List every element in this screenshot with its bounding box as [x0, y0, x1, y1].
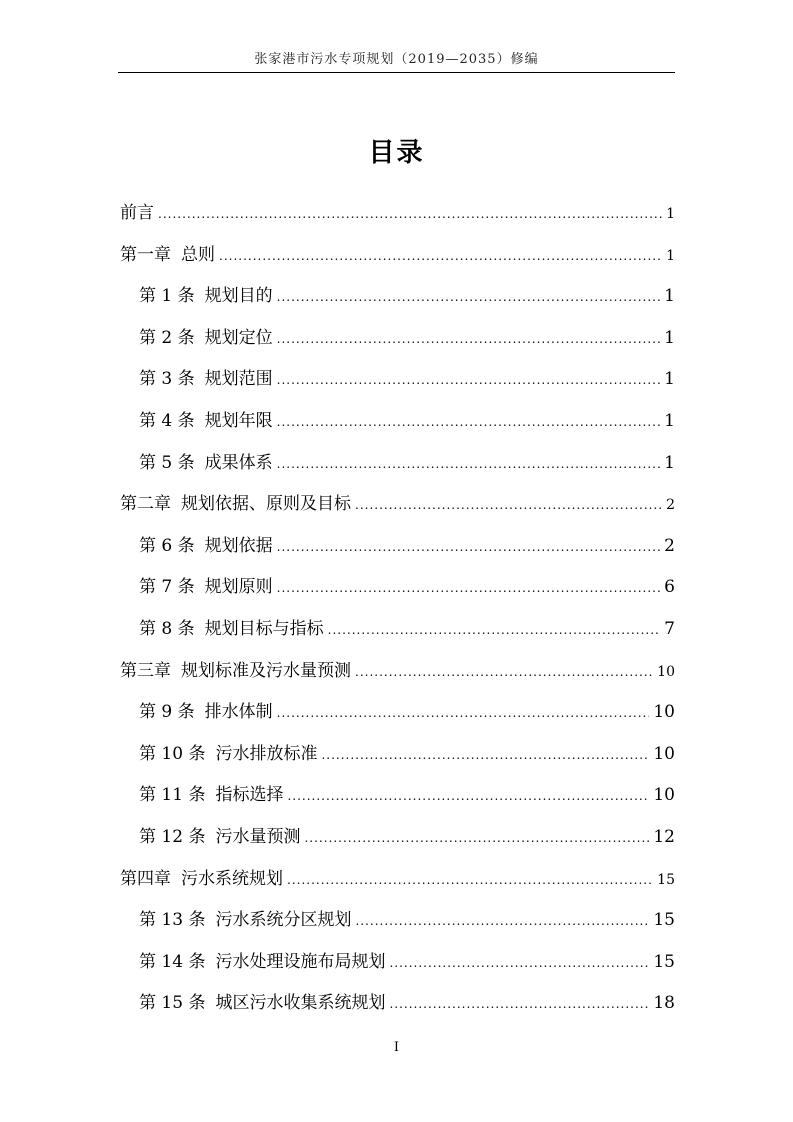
toc-entry-number: 第 6 条: [139, 535, 195, 556]
toc-entry-number: 第 9 条: [139, 702, 195, 723]
toc-entry-number: 第 13 条: [139, 910, 206, 931]
toc-entry-page: 10: [657, 663, 675, 680]
toc-entry[interactable]: [118, 318, 675, 360]
toc-entry-page: 1: [664, 286, 675, 307]
toc-entry-text: 污水排放标准: [215, 743, 318, 764]
toc-dot-leader: [321, 735, 649, 777]
toc-entry-label: [118, 276, 273, 318]
toc-entry-text: 指标选择: [215, 785, 284, 806]
toc-entry-text: 规划年限: [204, 410, 273, 431]
toc-dot-leader: [328, 610, 661, 652]
toc-entry[interactable]: [118, 817, 675, 859]
toc-dot-leader: [219, 236, 662, 278]
toc-entry-label: [118, 359, 273, 401]
header-rule: [118, 72, 675, 73]
toc-entry-number: 第 7 条: [139, 577, 195, 598]
toc-entry[interactable]: [118, 235, 675, 277]
toc-dot-leader: [277, 360, 661, 402]
toc-entry[interactable]: [118, 567, 675, 609]
toc-entry-number: 第四章: [120, 868, 171, 889]
toc-entry-number: 第一章: [120, 244, 171, 265]
toc-entry-page: 15: [653, 951, 675, 972]
toc-entry-label: [118, 734, 317, 776]
toc-entry-page: 1: [666, 206, 675, 222]
toc-entry-number: 第 5 条: [139, 452, 195, 473]
toc-entry-text: 规划原则: [204, 577, 273, 598]
toc-entry-page: 2: [664, 535, 675, 556]
toc-entry-label: [118, 567, 273, 609]
toc-entry[interactable]: [118, 942, 675, 984]
toc-entry-label: [118, 859, 283, 901]
toc-dot-leader: [355, 485, 662, 527]
toc-entry-label: [118, 526, 273, 568]
toc-dot-leader: [355, 652, 653, 694]
toc-entry-page: 1: [664, 410, 675, 431]
toc-entry-number: 第 10 条: [139, 743, 206, 764]
toc-dot-leader: [389, 943, 649, 985]
toc-entry-page: 7: [664, 618, 675, 639]
toc-dot-leader: [158, 194, 662, 236]
toc-entry-text: 规划依据、原则及目标: [181, 494, 351, 515]
toc-entry-text: 规划依据: [204, 535, 273, 556]
toc-entry-text: 城区污水收集系统规划: [215, 993, 386, 1014]
toc-dot-leader: [304, 818, 649, 860]
table-of-contents: [118, 193, 675, 1025]
toc-entry[interactable]: [118, 734, 675, 776]
toc-entry[interactable]: [118, 692, 675, 734]
toc-entry-label: [118, 942, 385, 984]
toc-entry-number: 第 8 条: [139, 618, 195, 639]
toc-entry[interactable]: [118, 609, 675, 651]
toc-entry-text: 规划范围: [204, 369, 273, 390]
toc-entry-number: 第 12 条: [139, 826, 206, 847]
toc-dot-leader: [277, 527, 661, 569]
toc-entry-label: [118, 900, 351, 942]
toc-entry-page: 18: [653, 993, 675, 1014]
toc-entry-page: 12: [653, 826, 675, 847]
toc-entry[interactable]: [118, 484, 675, 526]
toc-entry-number: 第三章: [120, 660, 171, 681]
toc-entry-label: [118, 775, 283, 817]
toc-entry-page: 10: [653, 702, 675, 723]
toc-entry-number: 第 15 条: [139, 993, 206, 1014]
toc-entry[interactable]: [118, 775, 675, 817]
toc-entry-label: [118, 692, 273, 734]
toc-entry-label: [118, 484, 351, 526]
toc-entry-text: 规划目标与指标: [204, 618, 324, 639]
toc-entry[interactable]: [118, 359, 675, 401]
toc-entry-number: 第 1 条: [139, 286, 195, 307]
toc-entry-label: [118, 443, 273, 485]
toc-entry[interactable]: [118, 983, 675, 1025]
toc-entry[interactable]: [118, 193, 675, 235]
toc-entry[interactable]: [118, 401, 675, 443]
toc-dot-leader: [355, 901, 649, 943]
toc-entry-text: 规划标准及污水量预测: [181, 660, 351, 681]
toc-entry-number: 第 14 条: [139, 951, 206, 972]
toc-entry-page: 10: [653, 785, 675, 806]
toc-entry-page: 1: [664, 369, 675, 390]
toc-dot-leader: [287, 776, 649, 818]
toc-entry-label: [118, 235, 215, 277]
toc-entry-number: 第 2 条: [139, 327, 195, 348]
toc-entry-number: 第 11 条: [139, 785, 206, 806]
toc-dot-leader: [287, 860, 653, 902]
toc-entry[interactable]: [118, 443, 675, 485]
toc-entry-number: 第 4 条: [139, 410, 195, 431]
toc-entry[interactable]: [118, 900, 675, 942]
toc-entry[interactable]: [118, 526, 675, 568]
toc-entry-page: 1: [666, 247, 675, 264]
toc-dot-leader: [277, 277, 661, 319]
toc-entry-label: [118, 401, 273, 443]
toc-entry-text: 规划目的: [204, 286, 273, 307]
toc-entry-label: [118, 318, 273, 360]
toc-entry[interactable]: [118, 651, 675, 693]
toc-entry-text: 污水系统分区规划: [215, 910, 352, 931]
toc-entry[interactable]: [118, 859, 675, 901]
toc-entry-label: [118, 609, 324, 651]
toc-entry-page: 15: [657, 871, 675, 888]
page-number: I: [393, 1040, 400, 1055]
toc-entry-text: 总则: [181, 244, 215, 265]
toc-entry-text: 前言: [120, 203, 154, 223]
toc-dot-leader: [277, 444, 661, 486]
toc-entry-page: 1: [664, 327, 675, 348]
toc-entry-number: 第二章: [120, 494, 171, 515]
toc-entry[interactable]: [118, 276, 675, 318]
toc-entry-text: 排水体制: [204, 702, 273, 723]
toc-entry-label: [118, 983, 385, 1025]
toc-entry-page: 6: [664, 577, 675, 598]
toc-entry-number: 第 3 条: [139, 369, 195, 390]
toc-entry-page: 15: [653, 910, 675, 931]
toc-entry-text: 成果体系: [204, 452, 273, 473]
toc-entry-label: [118, 193, 154, 235]
toc-entry-label: [118, 651, 351, 693]
toc-dot-leader: [277, 319, 661, 361]
toc-entry-text: 规划定位: [204, 327, 273, 348]
page-header: 张家港市污水专项规划（2019—2035）修编: [254, 52, 539, 67]
toc-entry-page: 2: [666, 497, 675, 514]
toc-entry-text: 污水系统规划: [181, 868, 283, 889]
toc-dot-leader: [277, 402, 661, 444]
toc-dot-leader: [277, 693, 650, 735]
toc-entry-label: [118, 817, 300, 859]
toc-entry-text: 污水量预测: [215, 826, 301, 847]
toc-entry-page: 10: [653, 743, 675, 764]
toc-entry-page: 1: [664, 452, 675, 473]
toc-entry-text: 污水处理设施布局规划: [215, 951, 386, 972]
toc-dot-leader: [389, 984, 649, 1026]
page-title: 目录: [368, 138, 425, 168]
toc-dot-leader: [277, 568, 661, 610]
